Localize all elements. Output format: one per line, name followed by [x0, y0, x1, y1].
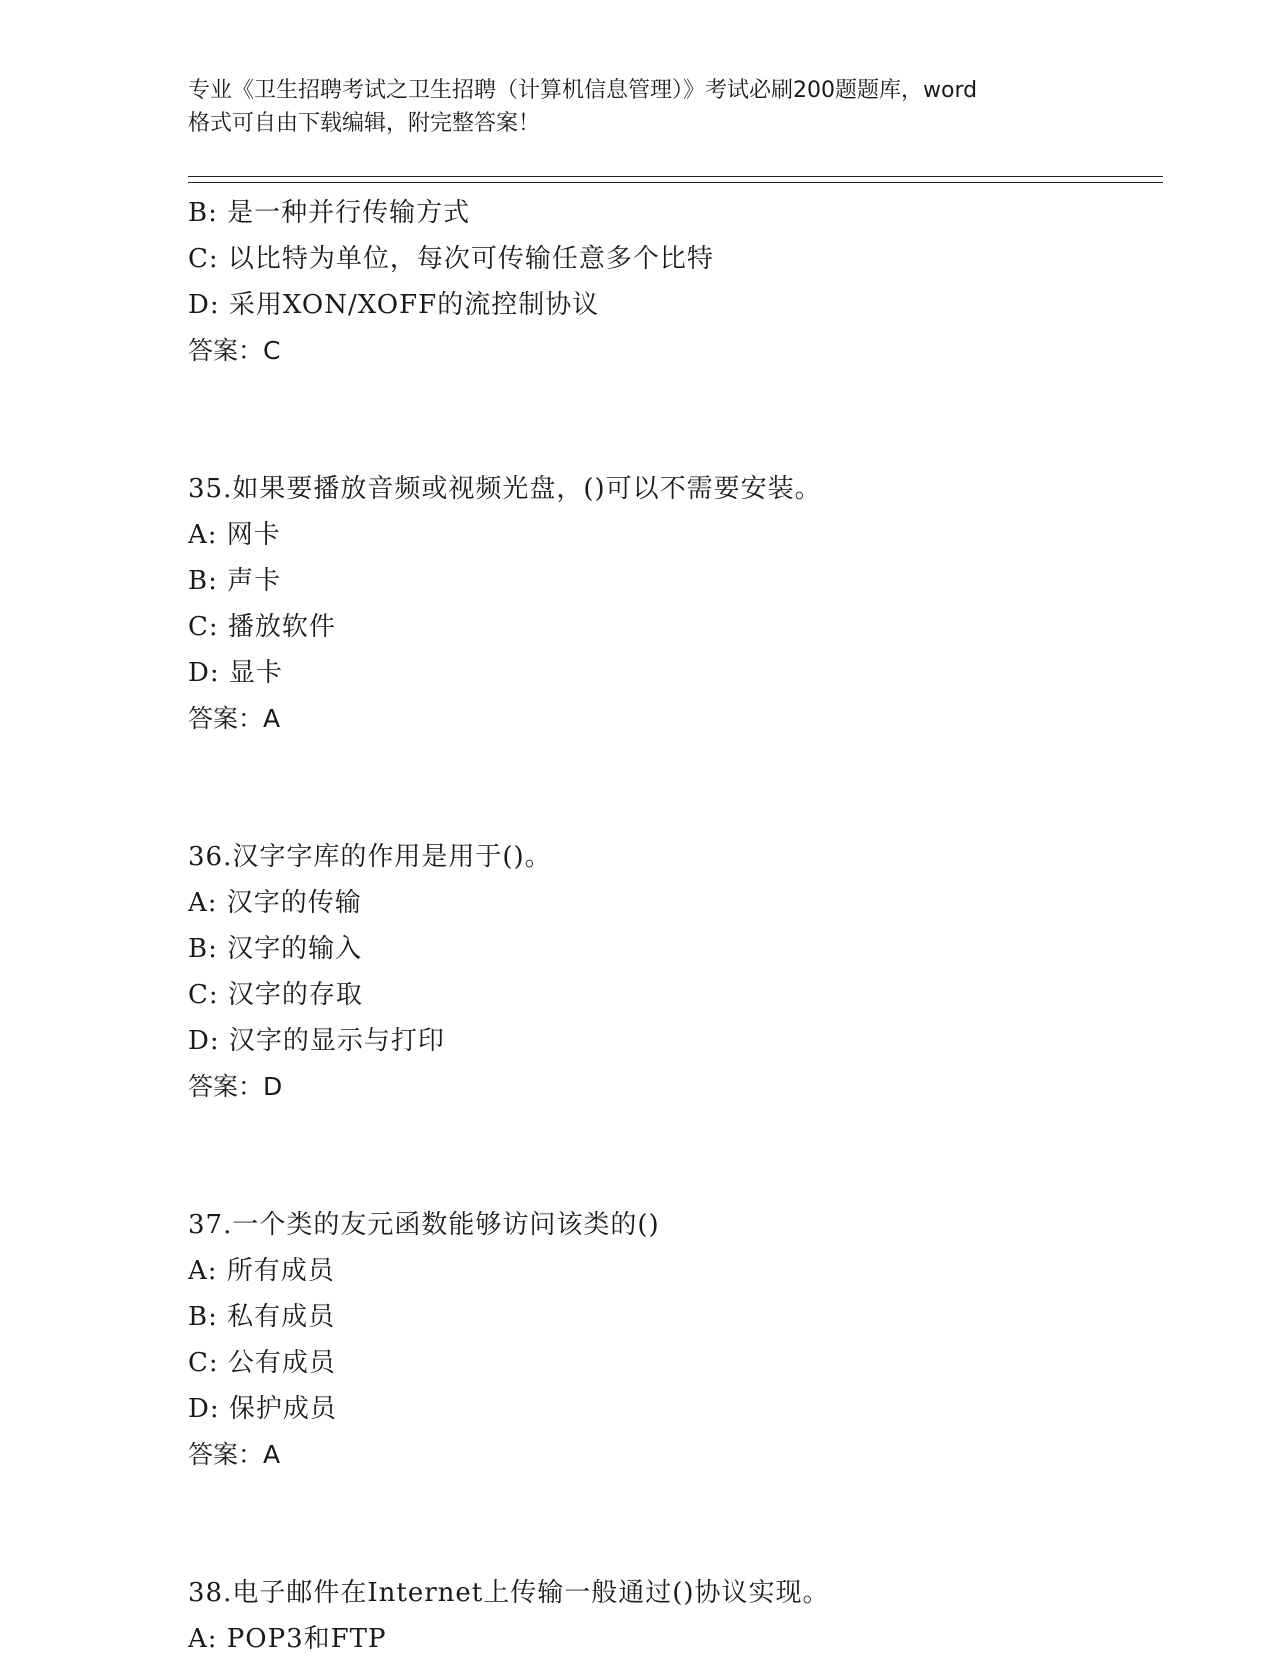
- question-text: 37.一个类的友元函数能够访问该类的(): [188, 1210, 660, 1240]
- question-text: 38.电子邮件在Internet上传输一般通过()协议实现。: [188, 1578, 830, 1608]
- answer: 答案：D: [188, 1072, 283, 1101]
- option-d: D: 汉字的显示与打印: [188, 1026, 445, 1056]
- question-38: [188, 1570, 1163, 1662]
- question-37: [188, 1202, 1163, 1478]
- question-list: [188, 190, 1163, 1662]
- option-a: A: POP3和FTP: [188, 1624, 387, 1654]
- option-a: A: 所有成员: [188, 1256, 335, 1286]
- option-c: C: 播放软件: [188, 612, 336, 642]
- answer: 答案：C: [188, 336, 281, 365]
- option-b: B: 声卡: [188, 566, 282, 596]
- question-text: 35.如果要播放音频或视频光盘，()可以不需要安装。: [188, 474, 822, 504]
- answer: 答案：A: [188, 1440, 281, 1469]
- question-text: 36.汉字字库的作用是用于()。: [188, 842, 552, 872]
- option-c: C: 以比特为单位，每次可传输任意多个比特: [188, 244, 714, 274]
- option-d: D: 采用XON/XOFF的流控制协议: [188, 290, 600, 320]
- option-a: A: 网卡: [188, 520, 281, 550]
- option-b: B: 私有成员: [188, 1302, 336, 1332]
- header-line-1: 专业《卫生招聘考试之卫生招聘（计算机信息管理）》考试必刷200题题库，word: [188, 78, 978, 103]
- option-c: C: 公有成员: [188, 1348, 336, 1378]
- answer: 答案：A: [188, 704, 281, 733]
- header-divider-top: [188, 176, 1163, 177]
- header-divider-bottom: [188, 182, 1163, 183]
- option-d: D: 保护成员: [188, 1394, 337, 1424]
- document-header: [188, 74, 1088, 140]
- option-d: D: 显卡: [188, 658, 283, 688]
- option-b: B: 是一种并行传输方式: [188, 198, 471, 228]
- header-line-2: 格式可自由下载编辑，附完整答案！: [188, 111, 541, 136]
- option-a: A: 汉字的传输: [188, 888, 362, 918]
- question-35: [188, 466, 1163, 742]
- option-c: C: 汉字的存取: [188, 980, 363, 1010]
- question-34-partial: [188, 190, 1163, 374]
- question-36: [188, 834, 1163, 1110]
- option-b: B: 汉字的输入: [188, 934, 363, 964]
